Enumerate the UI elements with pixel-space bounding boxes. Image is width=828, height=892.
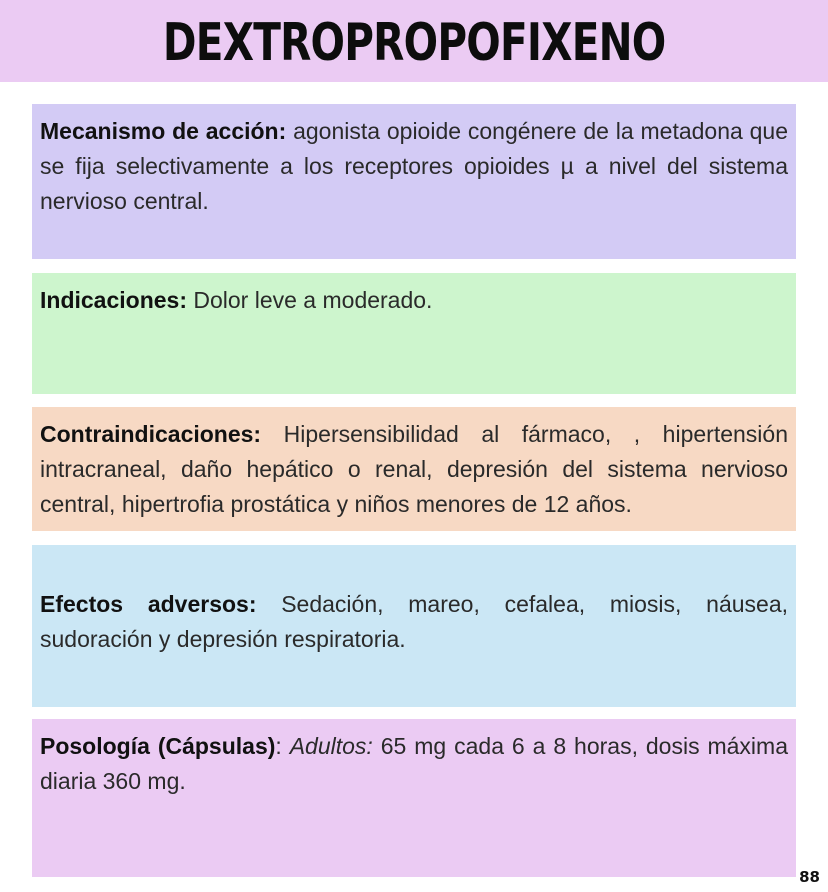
page-title: DEXTROPROPOFIXENO <box>162 13 666 73</box>
section-text-indicaciones: Dolor leve a moderado. <box>193 287 433 313</box>
section-text-mecanismo: agonista opioide congénere de la metadona que se fija selectivamente a los receptores opioides µ a nivel del sistema nervioso central. <box>40 118 788 214</box>
section-label-contraindicaciones: Contraindicaciones: <box>40 421 262 447</box>
section-label-indicaciones: Indicaciones: <box>40 287 187 313</box>
section-label-posologia: Posología (Cápsulas) <box>40 733 276 759</box>
page-number: 88 <box>799 868 820 886</box>
section-mecanismo <box>32 104 796 259</box>
section-label-mecanismo: Mecanismo de acción: <box>40 118 287 144</box>
section-adults-label: Adultos: <box>289 733 373 759</box>
section-text-efectos: Sedación, mareo, cefalea, miosis, náusea, sudoración y depresión respiratoria. <box>40 591 788 652</box>
section-text-posologia: 65 mg cada 6 a 8 horas, dosis máxima diaria 360 mg. <box>40 733 788 794</box>
section-text-contraindicaciones: Hipersensibilidad al fármaco, , hipertensión intracraneal, daño hepático o renal, depresión del sistema nervioso central, hipertrofia prostática y niños menores de 12 años. <box>40 421 788 517</box>
section-label-efectos: Efectos adversos: <box>40 591 257 617</box>
section-efectos <box>32 545 796 707</box>
section-indicaciones <box>32 273 796 394</box>
section-posologia <box>32 719 796 877</box>
title-banner <box>0 0 828 82</box>
section-colon-posologia: : <box>275 733 282 759</box>
section-contraindicaciones <box>32 407 796 531</box>
